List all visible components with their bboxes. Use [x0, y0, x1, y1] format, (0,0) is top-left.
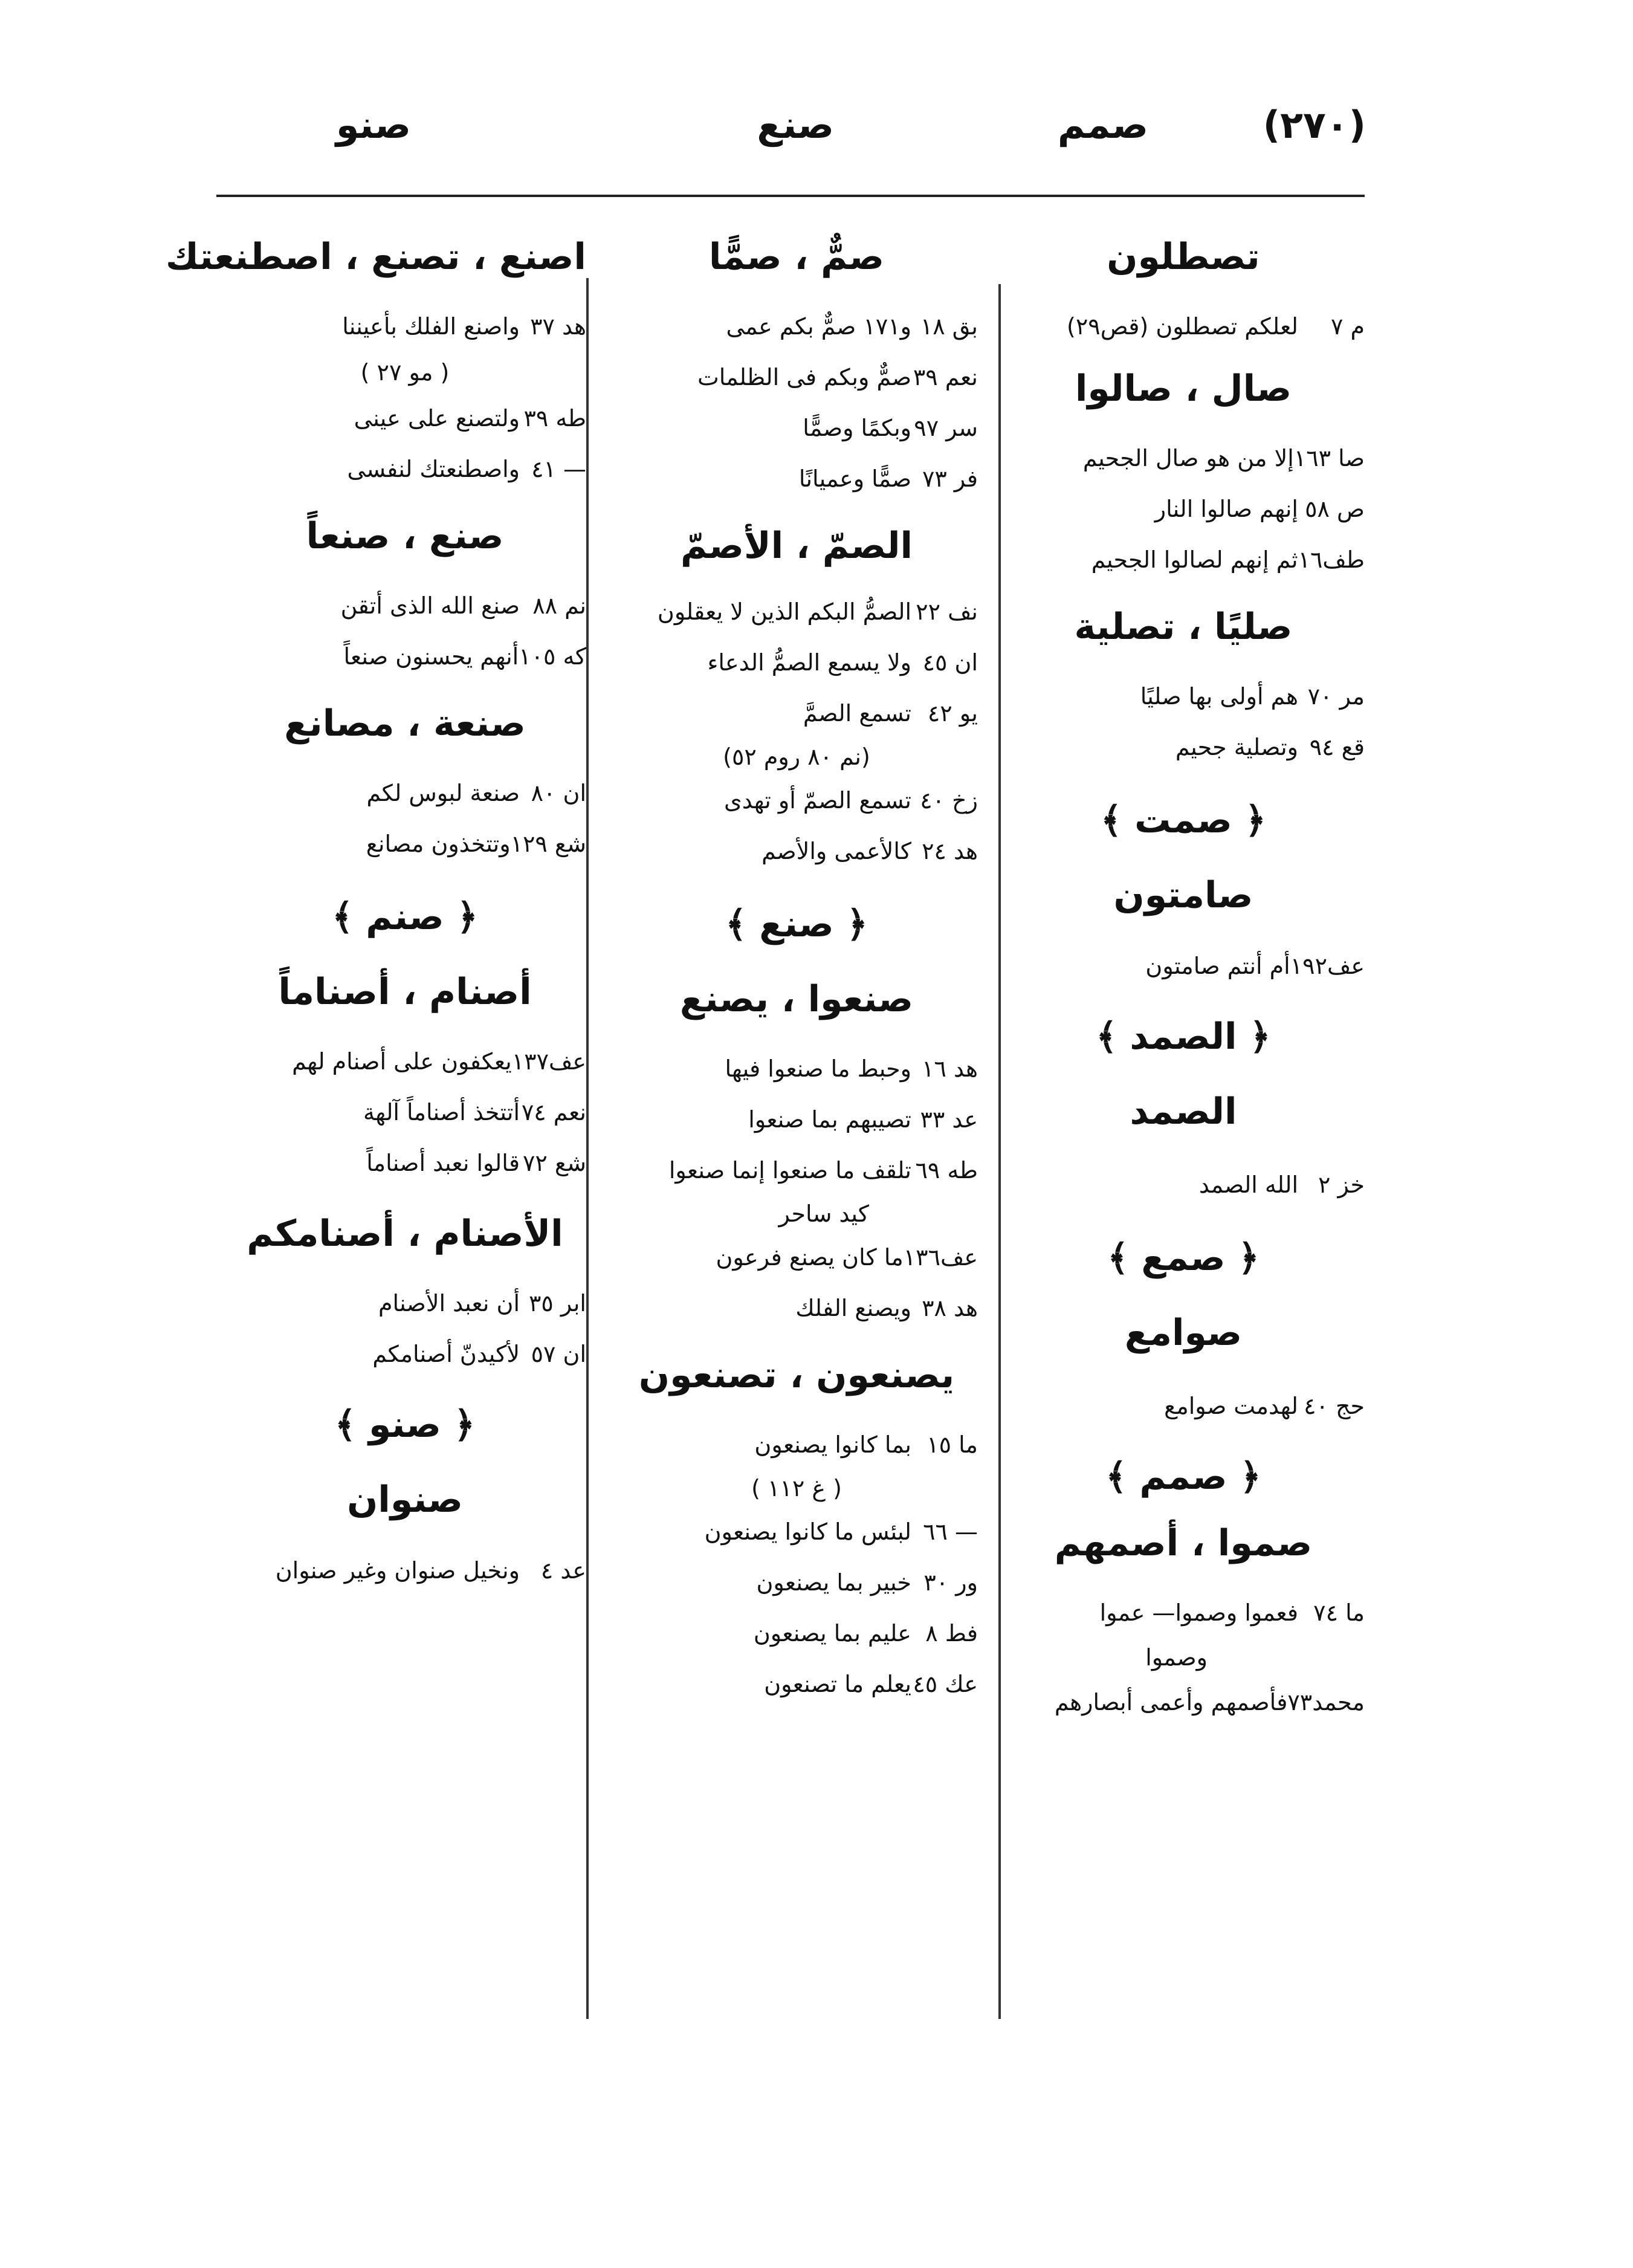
entry-text: عليم بما يصنعون [753, 1620, 911, 1647]
entry-line [615, 598, 978, 625]
entry-ref: ما ٧٤ [1313, 1599, 1365, 1626]
entry-ref: يو ٤٢ [927, 700, 978, 727]
page-number: (٢٧٠) [1263, 103, 1366, 147]
entry-ref: عف١٣٧ [511, 1048, 586, 1075]
entry-line [224, 780, 586, 806]
entry-heading: صموا ، أصمهم [1054, 1522, 1313, 1564]
entry-text: تسمع الصمّ أو تهدى [724, 787, 911, 814]
entry-ref: — ٤١ [531, 456, 586, 482]
entry-note: (نم ٨٠ روم ٥٢) [723, 744, 870, 770]
entry-line [615, 649, 978, 676]
entry-line [615, 1244, 978, 1271]
entry-text: أتتخذ أصناماً آلهة [363, 1099, 520, 1126]
entry-line [615, 364, 978, 390]
entry-line [615, 1671, 978, 1697]
entry-ref: — ٦٦ [923, 1518, 978, 1545]
entry-line [224, 313, 586, 340]
entry-heading: صوامع [1124, 1312, 1243, 1354]
entry-ref: ابر ٣٥ [528, 1290, 586, 1317]
entry-text: ولتصنع على عينى [354, 405, 520, 432]
entry-line [615, 415, 978, 441]
entry-line [224, 1341, 586, 1367]
entry-heading: صنع ، صنعاً [306, 515, 504, 557]
entry-heading: اصنع ، تصنع ، اصطنعتك [165, 236, 586, 278]
entry-line [224, 1150, 586, 1176]
entry-line [224, 1557, 586, 1584]
entry-line [1002, 445, 1365, 471]
entry-line [615, 700, 978, 727]
entry-text: بما كانوا يصنعون [754, 1431, 911, 1458]
entry-ref: هد ٢٤ [922, 838, 978, 864]
entry-text: أم أنتم صامتون [1145, 953, 1290, 979]
entry-line [224, 1048, 586, 1075]
entry-text: واصطنعتك لنفسى [347, 456, 520, 482]
entry-line [615, 1518, 978, 1545]
column-right [1002, 236, 1365, 1716]
entry-text: واصنع الفلك بأعيننا [342, 313, 520, 340]
entry-line [615, 787, 978, 814]
entry-ref: خز ٢ [1318, 1171, 1365, 1198]
entry-text: وحبط ما صنعوا فيها [725, 1055, 911, 1082]
entry-ref: ما ١٥ [926, 1431, 978, 1458]
entry-ref: نعم ٧٤ [521, 1099, 586, 1126]
entry-line [615, 1157, 978, 1184]
column-left [165, 236, 586, 1584]
entry-text: ونخيل صنوان وغير صنوان [275, 1557, 520, 1584]
entry-text: قالوا نعبد أصناماً [366, 1150, 520, 1176]
entry-text: صمًّا وعميانًا [798, 465, 911, 492]
entry-heading: تصطلون [1107, 236, 1260, 278]
entry-line [1002, 313, 1365, 340]
entry-line [224, 405, 586, 432]
entry-text: وتتخذون مصانع [366, 831, 511, 857]
column-middle [615, 236, 978, 1697]
entry-line [1002, 1393, 1365, 1419]
entry-ref: هد ٣٧ [530, 313, 586, 340]
entry-text: الصمُّ البكم الذين لا يعقلون [657, 598, 911, 625]
entry-text: لهدمت صوامع [1164, 1393, 1298, 1419]
entry-note: ( مو ٢٧ ) [360, 359, 450, 386]
entry-text: فعموا وصموا— عموا [1099, 1599, 1298, 1626]
entry-text: وتصلية جحيم [1175, 734, 1298, 760]
root-heading: ﴿ صمع ﴾ [1107, 1237, 1260, 1279]
entry-line [1002, 1689, 1365, 1716]
root-heading: ﴿ صمم ﴾ [1105, 1456, 1261, 1498]
entry-line [1002, 683, 1365, 710]
entry-text: تلقف ما صنعوا إنما صنعوا [668, 1157, 911, 1184]
entry-text: فأصمهم وأعمى أبصارهم [1054, 1689, 1288, 1716]
entry-text: ويصنع الفلك [795, 1295, 911, 1321]
entry-text: هم أولى بها صليًا [1140, 683, 1298, 710]
entry-ref: ان ٤٥ [922, 649, 978, 676]
entry-text: لأكيدنّ أصنامكم [372, 1341, 520, 1367]
entry-line [615, 1620, 978, 1647]
entry-heading: صال ، صالوا [1075, 368, 1292, 410]
entry-ref: طه ٦٩ [915, 1157, 978, 1184]
entry-ref: فر ٧٣ [922, 465, 978, 492]
entry-continuation: كيد ساحر [778, 1200, 869, 1227]
root-heading: ﴿ صنم ﴾ [332, 896, 478, 938]
entry-continuation: وصموا [1145, 1644, 1208, 1671]
entry-line [615, 465, 978, 492]
entry-line [1002, 546, 1365, 573]
entry-heading: صامتون [1113, 874, 1253, 916]
entry-ref: عد ٤ [540, 1557, 586, 1584]
entry-text: إلا من هو صال الجحيم [1082, 445, 1294, 471]
entry-line [1002, 496, 1365, 522]
entry-line [615, 1055, 978, 1082]
entry-heading: أصنام ، أصناماً [278, 971, 532, 1013]
root-heading: ﴿ صنع ﴾ [725, 903, 868, 945]
entry-ref: هد ١٦ [922, 1055, 978, 1082]
entry-ref: نعم ٣٩ [913, 364, 978, 390]
header-rule [216, 195, 1365, 197]
entry-text: ثم إنهم لصالوا الجحيم [1091, 546, 1298, 573]
entry-ref: قع ٩٤ [1309, 734, 1365, 760]
entry-text: تسمع الصمَّ [803, 700, 911, 727]
entry-line [224, 1099, 586, 1126]
header-root: صنو [335, 103, 411, 147]
entry-heading: صمٌّ ، صمًّا [708, 236, 885, 278]
entry-heading: الأصنام ، أصنامكم [247, 1213, 563, 1255]
entry-line [224, 592, 586, 619]
entry-ref: زخ ٤٠ [920, 787, 978, 814]
entry-line [224, 456, 586, 482]
entry-line [615, 1295, 978, 1321]
column-divider [586, 278, 589, 2019]
entry-ref: محمد٧٣ [1287, 1689, 1365, 1716]
entry-ref: سر ٩٧ [914, 415, 978, 441]
entry-text: صنع الله الذى أتقن [340, 592, 520, 619]
entry-heading: يصنعون ، تصنعون [638, 1354, 955, 1396]
entry-line [615, 1431, 978, 1458]
entry-text: لبئس ما كانوا يصنعون [704, 1518, 911, 1545]
entry-text: لعلكم تصطلون (قص٢٩) [1067, 313, 1298, 340]
entry-ref: نف ٢٢ [916, 598, 978, 625]
entry-ref: ور ٣٠ [923, 1569, 978, 1596]
entry-line [615, 1569, 978, 1596]
entry-text: كالأعمى والأصم [762, 838, 911, 864]
page-header [205, 103, 1366, 169]
entry-text: ولا يسمع الصمُّ الدعاء [707, 649, 911, 676]
entry-heading: صنعة ، مصانع [284, 702, 526, 745]
entry-note: ( غ ١١٢ ) [751, 1475, 842, 1502]
entry-line [1002, 1171, 1365, 1198]
root-heading: ﴿ صمت ﴾ [1101, 799, 1266, 841]
entry-ref: عف١٣٦ [903, 1244, 978, 1271]
entry-text: صنعة لبوس لكم [366, 780, 520, 806]
entry-ref: طف١٦ [1298, 546, 1365, 573]
entry-line [615, 1106, 978, 1133]
entry-line [1002, 734, 1365, 760]
entry-heading: صليًا ، تصلية [1074, 606, 1293, 648]
entry-ref: عف١٩٢ [1290, 953, 1365, 979]
entry-text: صمٌّ وبكم فى الظلمات [697, 364, 911, 390]
entry-ref: ان ٥٧ [531, 1341, 586, 1367]
entry-ref: بق ١٨ [920, 313, 978, 340]
entry-heading: الصمد [1130, 1090, 1237, 1133]
entry-ref: مر ٧٠ [1307, 683, 1365, 710]
entry-line [224, 643, 586, 670]
entry-text: و١٧١ صمٌّ بكم عمى [726, 313, 911, 340]
entry-text: يعلم ما تصنعون [764, 1671, 911, 1697]
entry-text: خبير بما يصنعون [756, 1569, 911, 1596]
entry-ref: طه ٣٩ [523, 405, 586, 432]
entry-ref: عد ٣٣ [920, 1106, 978, 1133]
root-heading: ﴿ الصمد ﴾ [1096, 1016, 1271, 1058]
entry-text: إنهم صالوا النار [1154, 496, 1298, 522]
entry-ref: كه ١٠٥ [519, 643, 586, 670]
entry-ref: فط ٨ [925, 1620, 978, 1647]
entry-ref: شع ٧٢ [523, 1150, 586, 1176]
entry-ref: نم ٨٨ [532, 592, 586, 619]
entry-ref: حج ٤٠ [1304, 1393, 1365, 1419]
entry-ref: عك ٤٥ [913, 1671, 978, 1697]
entry-heading: صنوان [347, 1479, 463, 1521]
entry-text: أنهم يحسنون صنعاً [343, 643, 519, 670]
column-divider [998, 284, 1001, 2019]
entry-line [1002, 1599, 1365, 1626]
entry-line [615, 313, 978, 340]
entry-heading: صنعوا ، يصنع [679, 978, 914, 1020]
entry-ref: ص ٥٨ [1305, 496, 1365, 522]
entry-ref: شع ١٢٩ [510, 831, 586, 857]
entry-text: تصيبهم بما صنعوا [748, 1106, 911, 1133]
header-root: صنع [757, 103, 834, 147]
entry-ref: صا ١٦٣ [1293, 445, 1365, 471]
entry-line [224, 831, 586, 857]
entry-heading: الصمّ ، الأصمّ [680, 525, 913, 567]
entry-line [1002, 953, 1365, 979]
entry-text: يعكفون على أصنام لهم [292, 1048, 512, 1075]
entry-line [615, 838, 978, 864]
root-heading: ﴿ صنو ﴾ [334, 1404, 476, 1446]
entry-ref: ان ٨٠ [531, 780, 586, 806]
entry-text: الله الصمد [1198, 1171, 1298, 1198]
entry-text: وبكمًا وصمًّا [803, 415, 911, 441]
header-root: صمم [1057, 103, 1148, 147]
entry-text: ما كان يصنع فرعون [716, 1244, 904, 1271]
entry-line [224, 1290, 586, 1317]
entry-ref: هد ٣٨ [922, 1295, 978, 1321]
entry-ref: م ٧ [1330, 313, 1365, 340]
entry-text: أن نعبد الأصنام [378, 1290, 520, 1317]
